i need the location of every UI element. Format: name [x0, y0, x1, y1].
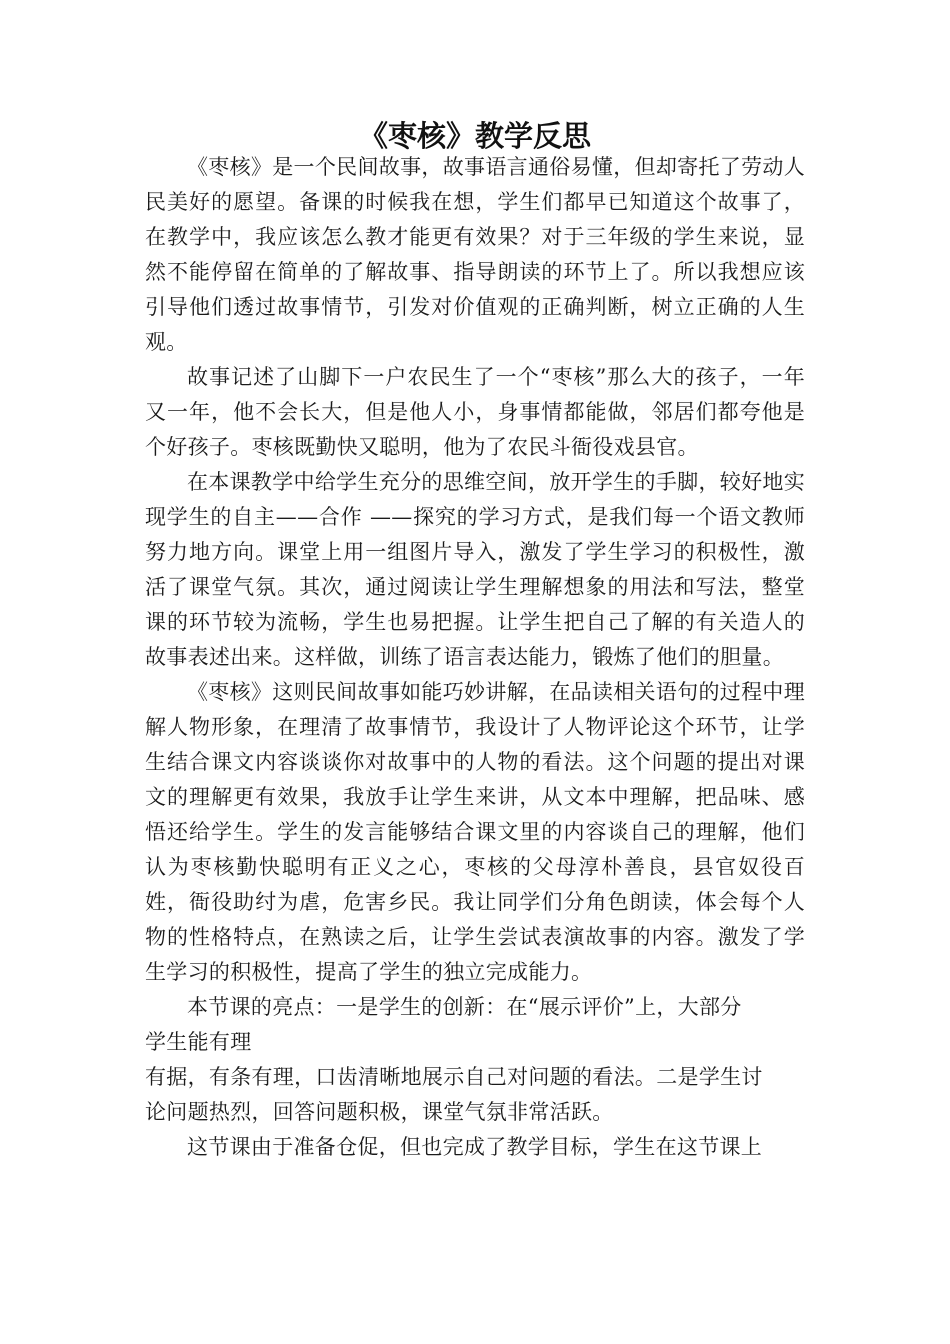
paragraph-story-summary: 故事记述了山脚下一户农民生了一个“枣核”那么大的孩子，一年又一年，他不会长大，但是他人小，身事情都能做，邻居们都夸他是个好孩子。枣核既勤快又聪明，他为了农民斗衙役戏县官。 — [145, 365, 805, 459]
paragraph-highlights — [145, 990, 805, 1130]
highlights-line-4: 论问题热烈，回答问题积极，课堂气氛非常活跃。 — [145, 1100, 614, 1124]
paragraph-intro: 《枣核》是一个民间故事，故事语言通俗易懂，但却寄托了劳动人民美好的愿望。备课的时候我在想，学生们都早已知道这个故事了，在教学中，我应该怎么教才能更有效果？对于三年级的学生来说，显然不能停留在简单的了解故事、指导朗读的环节上了。所以我想应该引导他们透过故事情节，引发对价值观的正确判断，树立正确的人生观。 — [145, 155, 805, 354]
highlights-line-3: 有据，有条有理，口齿清晰地展示自己对问题的看法。二是学生讨 — [145, 1065, 763, 1089]
paragraph-teaching-method: 在本课教学中给学生充分的思维空间，放开学生的手脚，较好地实现学生的自主——合作 ——探究的学习方式，是我们每一个语文教师努力地方向。课堂上用一组图片导入，激发了学生学习的积极性，激活了课堂气氛。其次，通过阅读让学生理解想象的用法和写法，整堂课的环节较为流畅，学生也易把握。让学生把自己了解的有关造人的故事表述出来。这样做，训练了语言表达能力，锻炼了他们的胆量。 — [145, 470, 805, 669]
paragraph-conclusion: 这节课由于准备仓促，但也完成了教学目标，学生在这节课上 — [187, 1135, 763, 1159]
document-title: 《枣核》教学反思 — [358, 119, 591, 153]
highlights-line-2: 学生能有理 — [145, 1030, 252, 1054]
document-body — [145, 150, 805, 1165]
paragraph-character-discussion: 《枣核》这则民间故事如能巧妙讲解，在品读相关语句的过程中理解人物形象，在理清了故事情节，我设计了人物评论这个环节，让学生结合课文内容谈谈你对故事中的人物的看法。这个问题的提出对课文的理解更有效果，我放手让学生来讲，从文本中理解，把品味、感悟还给学生。学生的发言能够结合课文里的内容谈自己的理解，他们认为枣核勤快聪明有正义之心，枣核的父母淳朴善良，县官奴役百姓，衙役助纣为虐，危害乡民。我让同学们分角色朗读，体会每个人物的性格特点，在熟读之后，让学生尝试表演故事的内容。激发了学生学习的积极性，提高了学生的独立完成能力。 — [145, 680, 805, 984]
highlights-line-1: 本节课的亮点：一是学生的创新：在“展示评价”上，大部分 — [187, 995, 742, 1019]
